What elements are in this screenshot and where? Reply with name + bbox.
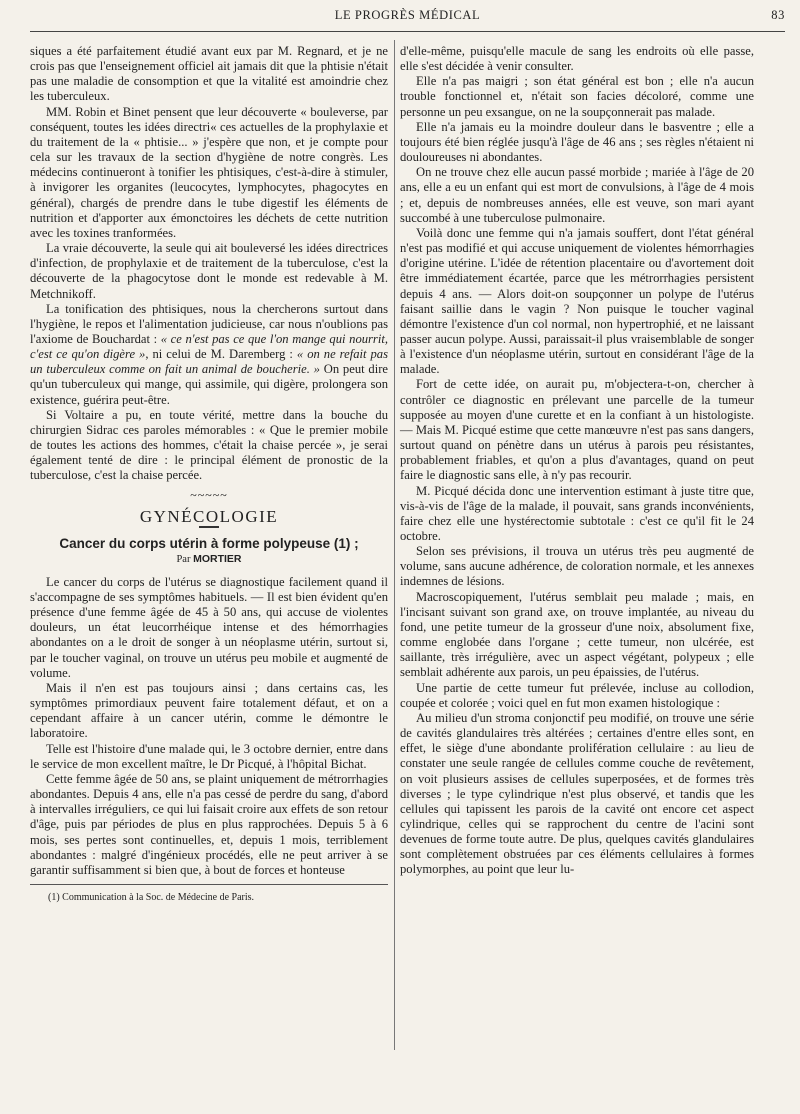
paragraph: Le cancer du corps de l'utérus se diagnostique facilement quand il s'accompagne de ses symptômes habituels. — Il est bien évident qu'en présence d'une femme âgée de 45 à 50 ans, qui accuse de violentes douleurs, un état leucorrhéique intense et des hémorrhagies abondantes on a le droit de songer à un néoplasme utérin, surtout si, par le toucher vaginal, on trouve un utérus peu mobile et augmenté de volume. (30, 574, 388, 680)
footnote: (1) Communication à la Soc. de Médecine de Paris. (48, 891, 255, 903)
left-column (30, 44, 388, 905)
page-number: 83 (771, 8, 785, 22)
paragraph: Macroscopiquement, l'utérus semblait peu malade ; mais, en l'incisant suivant son grand axe, on trouve implantée, au niveau du fond, une petite tumeur de la grosseur d'une noix, absolument fixe, comme englobée dans l'organe ; cette tumeur, non ulcérée, est saillante, très irrégulière, avec un aspect végétant, polypeux ; elle semblait adhérente aux parois, un peu épaissies, de l'utérus. (400, 589, 754, 680)
paragraph: Au milieu d'un stroma conjonctif peu modifié, on trouve une série de cavités glandulaires très altérées ; certaines d'entre elles sont, en effet, le siège d'une abondante prolifération cellulaire : au lieu de constater une seule rangée de cellules comme couche de revêtement, on voit plusieurs assises de cellules superposées, et de formes très diverses ; le type cylindrique n'est plus observé, et tandis que les cellules qui tapissent les parois de la cavité ont encore cet aspect cylindrique, celles qui se rapprochent du centre de l'acini sont devenues de forme toute autre. De plus, quelques cavités glandulaires sont complètement obstruées par ces éléments cellulaires à formes polymorphes, au point que leur lu- (400, 710, 754, 877)
paragraph: Cette femme âgée de 50 ans, se plaint uniquement de métrorrhagies abondantes. Depuis 4 ans, elle n'a pas cessé de perdre du sang, d'abord à intervalles irréguliers, ce qui lui faisait croire aux effets de son retour d'âge, puis par périodes de plus en plus rapprochées. Depuis 5 à 6 mois, ses pertes sont continuelles, et, depuis 1 mois, terriblement abondantes : malgré d'ingénieux procédés, elle ne peut arriver à se garantir suffisamment si bien que, à bout de forces et honteuse (30, 771, 388, 877)
paragraph: On ne trouve chez elle aucun passé morbide ; mariée à l'âge de 20 ans, elle a eu un enfant qui est mort de convulsions, à l'âge de 4 mois ; et, depuis de nombreuses années, elle est veuve, son mari ayant succombé à une tuberculose pulmonaire. (400, 165, 754, 225)
journal-title: LE PROGRÈS MÉDICAL (334, 8, 481, 22)
header-rule (30, 31, 785, 32)
paragraph: Fort de cette idée, on aurait pu, m'objectera-t-on, chercher à contrôler ce diagnostic en prélevant une parcelle de la tumeur supposée au moyen d'une curette et en la confiant à un histologiste. — Mais M. Picqué estime que cette manœuvre n'est pas sans dangers, surtout quand on pénètre dans un utérus à parois peu résistantes, probablement friables, et qu'on a plus d'avantages, quand on peut faire le diagnostic sans elle, à n'y pas recourir. (400, 377, 754, 483)
paragraph: La vraie découverte, la seule qui ait bouleversé les idées directrices d'infection, de prophylaxie et de traitement de la tuberculose, c'est la découverte de la phagocytose dont le monde est redevable à M. Metchnikoff. (30, 241, 388, 301)
column-divider (394, 40, 395, 1050)
paragraph: Elle n'a jamais eu la moindre douleur dans le basventre ; elle a toujours été bien réglée jusqu'à l'âge de 46 ans ; ses règles n'étaient ni douloureuses ni abondantes. (400, 119, 754, 165)
paragraph (30, 302, 388, 408)
paragraph: M. Picqué décida donc une intervention estimant à juste titre que, vis-à-vis de l'âge de la malade, il pouvait, sans grands inconvénients, faire chez elle une hystérectomie subtotale : c'est ce qu'il fit le 24 octobre. (400, 483, 754, 543)
text-run: On peut dire qu'un tuberculeux qui mange, qui assimile, qui digère, prolongera son existence, guérira peut-être. (30, 362, 388, 407)
byline-prefix: Par (176, 553, 194, 565)
paragraph: Une partie de cette tumeur fut prélevée, incluse au collodion, coupée et colorée ; voici quel en fut mon examen histologique : (400, 680, 754, 710)
section-title: GYNÉCOLOGIE (139, 506, 279, 526)
section-ornament: ~~~~~ (190, 487, 228, 502)
quote-bouchardat: « ce n'est pas ce que l'on mange qui nourrit, c'est ce qu'on digère » (30, 331, 388, 362)
paragraph: d'elle-même, puisqu'elle macule de sang les endroits où elle passe, elle s'est décidée à venir consulter. (400, 44, 754, 74)
paragraph: siques a été parfaitement étudié avant eux par M. Regnard, et je ne crois pas que l'enseignement officiel ait jamais dit que la phtisie n'était pas une maladie de consomption et que la vitalité est amoindrie chez les tuberculeux. (30, 44, 388, 104)
running-header (30, 8, 785, 30)
section-rule (199, 526, 219, 528)
article-title: Cancer du corps utérin à forme polypeuse (1) ; (59, 535, 359, 551)
paragraph: MM. Robin et Binet pensent que leur découverte « bouleverse, par conséquent, toutes les idées directri« ces actuelles de la prophylaxie et du traitement de la « phtisie... » j'espère que non, et je compte pour cela sur les travaux de la section d'hygiène de notre congrès. Les médecins continueront à tonifier les phtisiques, c'est-à-dire à stimuler, à invigorer les organites (leucocytes, lymphocytes, phagocytes en général), chargés de prendre dans le tube digestif les éléments de nutrition et d'apporter aux émonctoires les déchets de cette nutrition avec les toxines tranformées. (30, 104, 388, 240)
paragraph: Voilà donc une femme qui n'a jamais souffert, dont l'état général n'est pas modifié et qui accuse uniquement de violentes hémorrhagies d'origine utérine. L'idée de rétention placentaire ou d'avortement doit être immédiatement écartée, parce que les métrorrhagies persistent depuis 4 ans. — Alors doit-on soupçonner un polype de l'utérus faisant saillie dans le vagin ? Non puisque le toucher vaginal démontre l'existence d'un col normal, non hypertrophié, et ne laissant passer aucun polype. Aussi, paraissait-il plus vraisemblable de songer à l'existence d'un néoplasme utérin, surtout en considérant l'âge de la malade. (400, 225, 754, 377)
byline (30, 552, 388, 567)
right-column (400, 44, 754, 878)
paragraph: Elle n'a pas maigri ; son état général est bon ; elle n'a aucun trouble fonctionnel et, n'était son facies décoloré, comme une personne un peu exsangue, on ne la soupçonnerait pas malade. (400, 74, 754, 119)
text-run: , ni celui de M. Daremberg : (145, 347, 297, 362)
paragraph: Mais il n'en est pas toujours ainsi ; dans certains cas, les symptômes primordiaux peuvent faire totalement défaut, et on a cependant affaire à un cancer utérin, comme le démontre le laboratoire. (30, 680, 388, 741)
byline-author: MORTIER (193, 552, 242, 565)
quote-daremberg: « on ne refait pas un tuberculeux comme on fait un animal de boucherie. » (30, 347, 388, 377)
paragraph: Telle est l'histoire d'une malade qui, le 3 octobre dernier, entre dans le service de mon excellent maître, le Dr Picqué, à l'hôpital Bichat. (30, 741, 388, 771)
text-run: La tonification des phtisiques, nous la chercherons surtout dans l'hygiène, le repos et l'alimentation judicieuse, car nous n'oublions pas l'axiome de Bouchardat : (30, 301, 388, 346)
paragraph: Si Voltaire a pu, en toute vérité, mettre dans la bouche du chirurgien Sidrac ces paroles mémorables : « Que le premier mobile de toutes les actions des hommes, c'était la chaise percée », je serai également tenté de dire : le principal élément de pronostic de la tuberculose, c'est la chaise percée. (30, 407, 388, 483)
paragraph: Selon ses prévisions, il trouva un utérus très peu augmenté de volume, sans aucune adhérence, de coloration normale, et les annexes indemnes de lésions. (400, 544, 754, 589)
footnote-rule (30, 884, 388, 885)
